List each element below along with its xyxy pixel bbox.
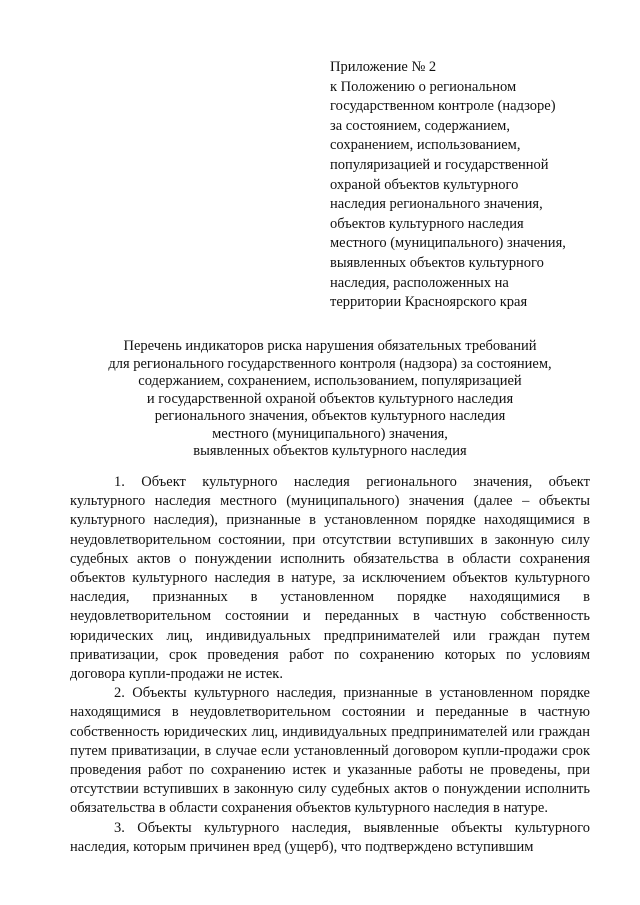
appendix-line: охраной объектов культурного	[330, 176, 519, 193]
appendix-line: Приложение № 2	[330, 59, 437, 75]
title-line: для регионального государственного контроля (надзора) за состоянием,	[108, 355, 552, 372]
document-body	[70, 473, 590, 857]
paragraph-2: 2. Объекты культурного наследия, признанные в установленном порядке находящимися в неудовлетворительном состоянии и переданные в частную собственность юридических лиц, индивидуальных предпринимателей или граждан путем приватизации, в случае если установленный договором купли-продажи срок проведения работ по сохранению истек и указанные работы не проведены, при отсутствии вступивших в законную силу судебных актов о понуждении исполнить обязательства в области сохранения объектов культурного наследия в натуре.	[70, 685, 590, 817]
title-line: выявленных объектов культурного наследия	[193, 443, 467, 459]
appendix-line: местного (муниципального) значения,	[330, 235, 566, 252]
title-line: Перечень индикаторов риска нарушения обязательных требований	[123, 338, 537, 354]
appendix-line: наследия регионального значения,	[330, 196, 543, 213]
title-line: содержанием, сохранением, использованием, популяризацией	[138, 373, 522, 389]
appendix-line: наследия, расположенных на	[330, 274, 509, 291]
title-line: местного (муниципального) значения,	[212, 425, 448, 442]
appendix-line: выявленных объектов культурного	[330, 254, 544, 271]
appendix-line: государственном контроле (надзоре)	[330, 98, 556, 115]
title-line: и государственной охраной объектов культурного наследия	[146, 390, 514, 407]
appendix-line: за состоянием, содержанием,	[330, 117, 510, 134]
appendix-line: сохранением, использованием,	[330, 137, 521, 154]
paragraph-1: 1. Объект культурного наследия регионального значения, объект культурного наследия местного (муниципального) значения (далее – объекты культурного наследия), признанные в установленном порядке находящимися в неудовлетворительном состоянии, при отсутствии вступивших в законную силу судебных актов о понуждении исполнить обязательства в области сохранения объектов культурного наследия в натуре, за исключением объектов культурного наследия, признанных в установленном порядке находящимися в неудовлетворительном состоянии и переданных в частную собственность юридических лиц, индивидуальных предпринимателей или граждан путем приватизации, срок проведения работ по сохранению которых по условиям договора купли-продажи не истек.	[70, 474, 590, 683]
appendix-line: объектов культурного наследия	[330, 215, 524, 232]
paragraph-3: 3. Объекты культурного наследия, выявленные объекты культурного наследия, которым причинен вред (ущерб), что подтверждено вступившим	[70, 819, 590, 855]
title-line: регионального значения, объектов культурного наследия	[154, 408, 506, 424]
appendix-block	[330, 58, 630, 313]
appendix-line: территории Красноярского края	[330, 294, 528, 311]
document-title	[70, 338, 590, 461]
appendix-line: к Положению о региональном	[330, 78, 517, 95]
appendix-line: популяризацией и государственной	[330, 156, 549, 173]
